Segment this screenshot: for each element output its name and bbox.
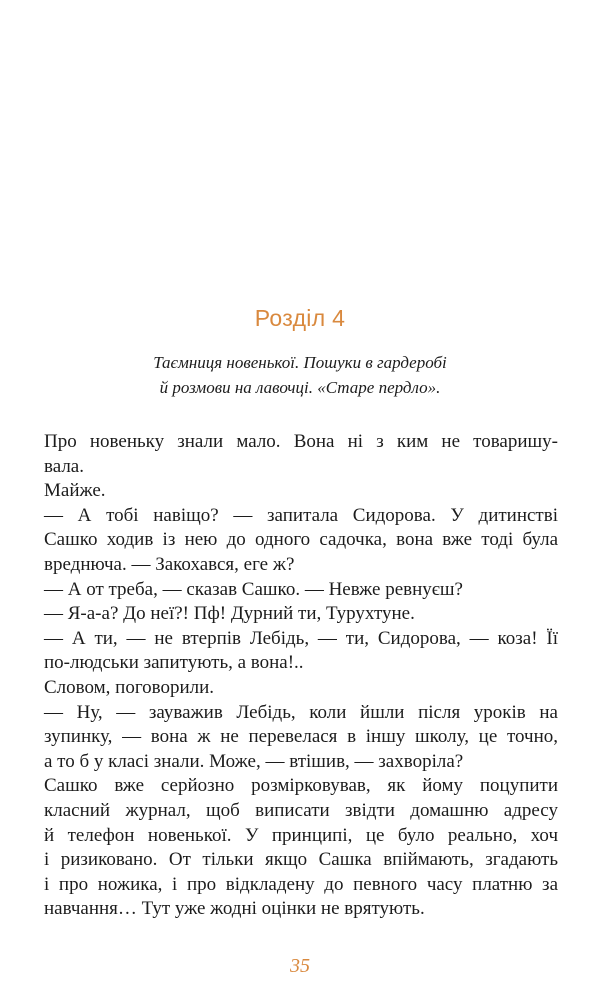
text-line: — Я-а-а? До неї?! Пф! Дурний ти, Турухтуне. (44, 603, 415, 625)
text-line: Сашко ходив із нею до одного садочка, вона вже тоді була (44, 529, 558, 551)
text-line: й телефон новенької. У принципі, це було реально, хоч (44, 824, 558, 846)
chapter-subtitle-line: Таємниця новенької. Пошуки в гардеробі (153, 353, 447, 372)
text-line: по-людськи запитують, а вона!.. (44, 652, 304, 674)
text-line: вала. (44, 455, 84, 477)
text-line: — А от треба, — сказав Сашко. — Невже ревнуєш? (44, 578, 463, 600)
chapter-subtitle-line: й розмови на лавочці. «Старе пердло». (159, 378, 441, 397)
text-line: навчання… Тут уже жодні оцінки не врятують. (44, 898, 425, 920)
text-line: — Ну, — зауважив Лебідь, коли йшли після уроків на (44, 701, 558, 723)
text-line: Про новеньку знали мало. Вона ні з ким не товаришу- (44, 431, 558, 452)
body-text (44, 430, 558, 922)
text-line: і про ножика, і про відкладену до певного часу платню за (44, 873, 558, 895)
text-line: і ризиковано. От тільки якщо Сашка впіймають, згадають (44, 849, 558, 871)
text-line: — А тобі навіщо? — запитала Сидорова. У дитинстві (44, 504, 558, 526)
text-line: Сашко вже серйозно розмірковував, як йому поцупити (44, 775, 558, 797)
text-line: вреднюча. — Закохався, еге ж? (44, 553, 295, 575)
text-line: Майже. (44, 480, 106, 502)
text-line: Словом, поговорили. (44, 676, 215, 698)
chapter-subtitle (90, 350, 510, 400)
text-line: — А ти, — не втерпів Лебідь, — ти, Сидорова, — коза! Її (44, 627, 558, 649)
page-number: 35 (290, 955, 310, 977)
text-line: зупинку, — вона ж не перевелася в іншу школу, це точно, (44, 726, 558, 748)
chapter-title: Розділ 4 (254, 305, 346, 331)
text-line: класний журнал, щоб виписати звідти домашню адресу (44, 799, 558, 821)
text-line: а то б у класі знали. Може, — втішив, — захворіла? (44, 750, 464, 772)
